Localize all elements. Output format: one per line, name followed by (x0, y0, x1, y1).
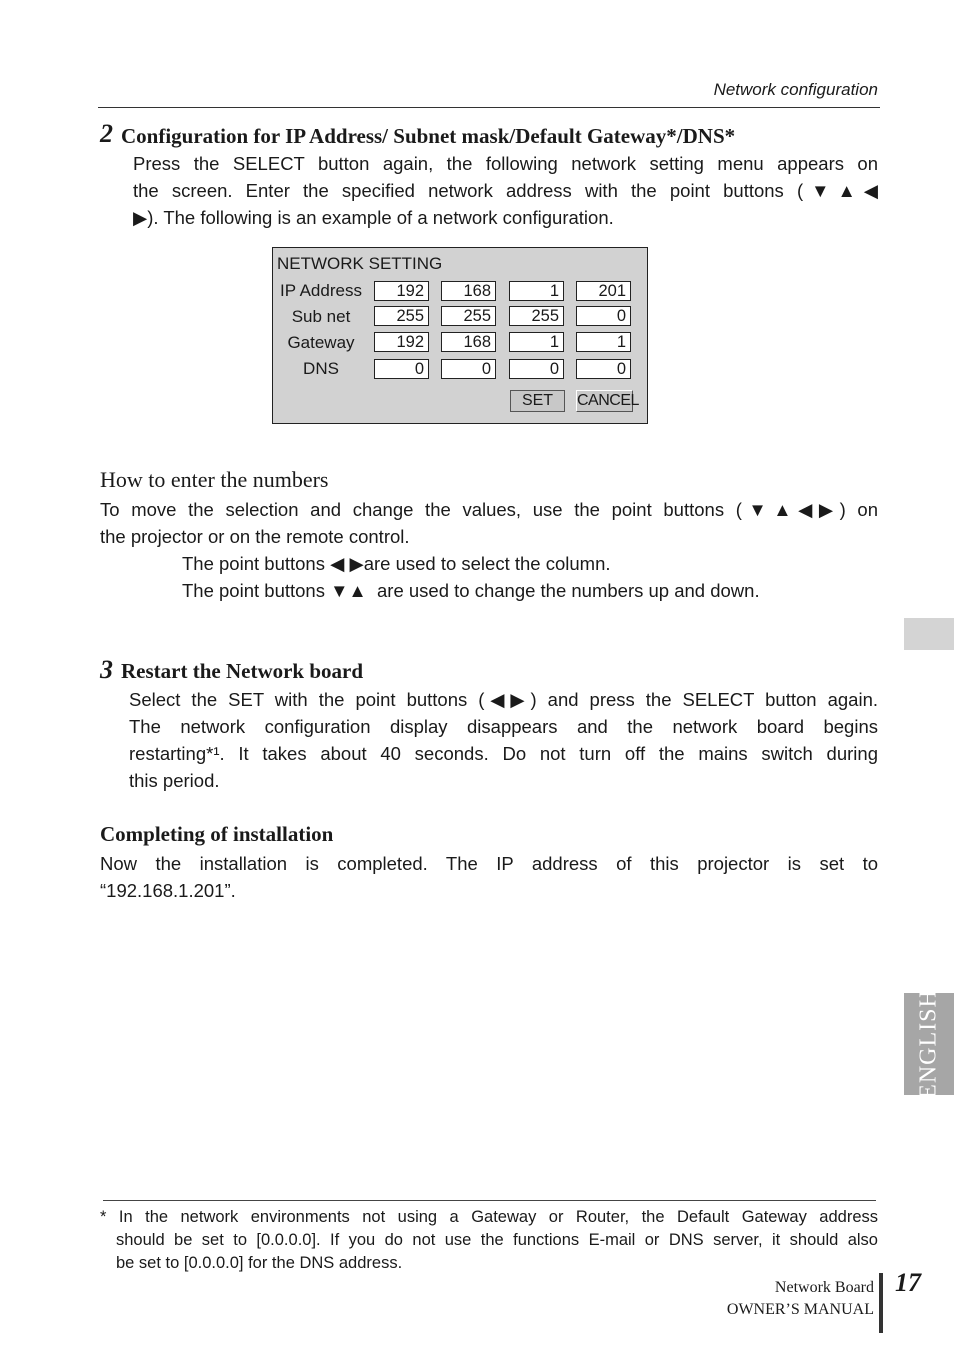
subnet-octet-3[interactable]: 255 (509, 306, 564, 326)
step-3-line: The network configuration display disappears and the network board begins (129, 716, 878, 737)
completing-line: “192.168.1.201”. (100, 880, 236, 901)
step-2-line: ▶). The following is an example of a network configuration. (133, 207, 614, 228)
footer-manual-title (640, 1277, 874, 1321)
ip-address-octet-4[interactable]: 201 (576, 281, 631, 301)
gateway-octet-1[interactable]: 192 (374, 332, 429, 352)
gateway-octet-3[interactable]: 1 (509, 332, 564, 352)
step-3-number: 3 (100, 655, 113, 684)
gateway-octet-2[interactable]: 168 (441, 332, 496, 352)
network-setting-screen (272, 247, 648, 424)
page-number: 17 (895, 1268, 921, 1297)
language-tab-label: ENGLISH (915, 989, 942, 1099)
row-label-dns: DNS (303, 359, 339, 378)
step-2-body (133, 150, 878, 231)
row-label-ip-address: IP Address (280, 281, 362, 300)
ip-address-octet-1[interactable]: 192 (374, 281, 429, 301)
dns-octet-1[interactable]: 0 (374, 359, 429, 379)
running-header: Network configuration (713, 80, 878, 99)
step-2-title: Configuration for IP Address/ Subnet mask/Default Gateway*/DNS* (121, 124, 736, 148)
dns-octet-4[interactable]: 0 (576, 359, 631, 379)
step-3-line: restarting*¹. It takes about 40 seconds. Do not turn off the mains switch during (129, 743, 878, 764)
row-label-gateway: Gateway (287, 333, 355, 352)
gateway-octet-4[interactable]: 1 (576, 332, 631, 352)
header-divider (98, 107, 880, 108)
footnote-line: should be set to [0.0.0.0]. If you do not use the functions E-mail or DNS server, it should also (116, 1231, 878, 1249)
footer-divider (879, 1273, 883, 1333)
dns-octet-2[interactable]: 0 (441, 359, 496, 379)
footnote (100, 1206, 878, 1275)
subnet-octet-4[interactable]: 0 (576, 306, 631, 326)
network-setting-title: NETWORK SETTING (277, 254, 443, 273)
step-2-line: Press the SELECT button again, the following network setting menu appears on (133, 153, 878, 174)
completing-line: Now the installation is completed. The IP address of this projector is set to (100, 853, 878, 874)
subnet-octet-1[interactable]: 255 (374, 306, 429, 326)
set-button[interactable]: SET (510, 390, 565, 412)
footer-line-1: Network Board (774, 1279, 874, 1296)
how-to-line: The point buttons ▼▲ are used to change the numbers up and down. (182, 580, 760, 601)
row-label-subnet: Sub net (291, 307, 351, 326)
completing-heading: Completing of installation (100, 822, 334, 846)
subnet-octet-2[interactable]: 255 (441, 306, 496, 326)
step-2-number: 2 (100, 119, 113, 148)
dns-octet-3[interactable]: 0 (509, 359, 564, 379)
language-tab (904, 989, 954, 1099)
footnote-line: * In the network environments not using a Gateway or Router, the Default Gateway address (100, 1208, 878, 1226)
how-to-line: the projector or on the remote control. (100, 526, 410, 547)
how-to-line: To move the selection and change the values, use the point buttons (▼▲◀▶) on (100, 499, 878, 520)
footnote-divider (103, 1200, 876, 1201)
completing-body (100, 850, 878, 904)
step-3-body (129, 686, 878, 794)
cancel-button[interactable]: CANCEL (576, 390, 633, 412)
step-3-line: this period. (129, 770, 220, 791)
step-3-line: Select the SET with the point buttons (◀▶) and press the SELECT button again. (129, 689, 878, 710)
ip-address-octet-2[interactable]: 168 (441, 281, 496, 301)
footnote-line: be set to [0.0.0.0] for the DNS address. (116, 1254, 403, 1272)
ip-address-octet-3[interactable]: 1 (509, 281, 564, 301)
how-to-body (100, 496, 878, 604)
side-tab-marker (904, 618, 954, 650)
how-to-line: The point buttons ◀ ▶are used to select the column. (182, 553, 611, 574)
step-2-line: the screen. Enter the specified network address with the point buttons (▼▲◀ (133, 180, 878, 201)
how-to-heading: How to enter the numbers (100, 467, 329, 492)
step-3-title: Restart the Network board (121, 659, 364, 683)
footer-line-2: OWNER’S MANUAL (726, 1301, 874, 1318)
